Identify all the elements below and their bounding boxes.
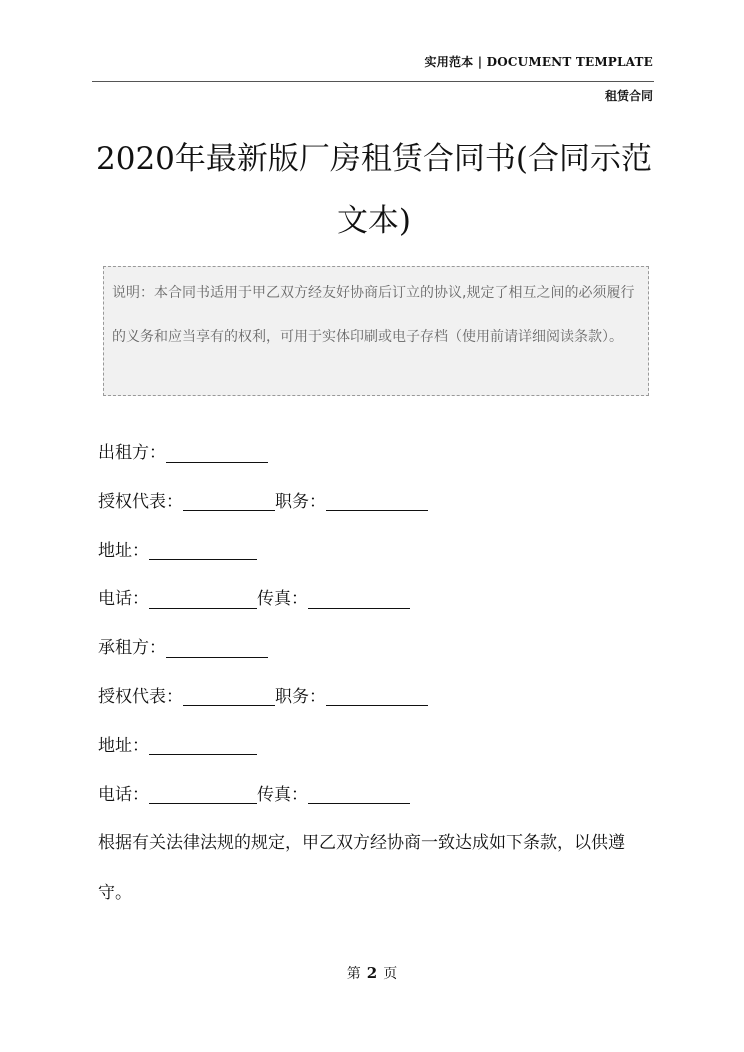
footer-prefix: 第 xyxy=(346,966,361,982)
lessor-field xyxy=(98,429,658,478)
document-title: 2020年最新版厂房租赁合同书(合同示范文本) xyxy=(96,141,652,239)
header-category: 租赁合同 xyxy=(604,89,653,103)
lessor-phone-label: 电话： xyxy=(98,589,149,610)
lessee-phone-blank[interactable] xyxy=(149,789,257,804)
page-footer xyxy=(0,963,744,983)
lessee-address-blank[interactable] xyxy=(149,740,257,755)
lessor-address-blank[interactable] xyxy=(149,545,257,560)
lessee-fax-blank[interactable] xyxy=(308,789,410,804)
lessee-rep-label: 授权代表： xyxy=(98,686,183,707)
lessee-fax-label: 传真： xyxy=(257,784,308,805)
lessee-field xyxy=(98,624,658,673)
lessor-fax-blank[interactable] xyxy=(308,594,410,609)
party-fields xyxy=(98,429,658,819)
lessor-rep-blank[interactable] xyxy=(183,496,275,511)
lessee-phone-label: 电话： xyxy=(98,784,149,805)
lessor-title-blank[interactable] xyxy=(326,496,428,511)
lessee-rep-field xyxy=(98,673,658,722)
lessor-rep-label: 授权代表： xyxy=(98,491,183,512)
lessee-address-label: 地址： xyxy=(98,735,149,756)
lessor-fax-label: 传真： xyxy=(257,589,308,610)
lessor-phone-blank[interactable] xyxy=(149,594,257,609)
lessee-title-blank[interactable] xyxy=(326,691,428,706)
lessor-blank[interactable] xyxy=(166,448,268,463)
footer-suffix: 页 xyxy=(383,966,398,982)
header-divider xyxy=(92,81,654,82)
lessee-label: 承租方： xyxy=(98,638,166,659)
lessor-rep-field xyxy=(98,478,658,527)
description-note: 说明：本合同书适用于甲乙双方经友好协商后订立的协议,规定了相互之间的必须履行的义务和应当享有的权利，可用于实体印刷或电子存档（使用前请详细阅读条款）。 xyxy=(103,266,649,396)
lessee-phone-field xyxy=(98,771,658,820)
lessee-title-label: 职务： xyxy=(275,686,326,707)
header-doc-label: 实用范本 | DOCUMENT TEMPLATE xyxy=(424,55,653,69)
lessor-address-label: 地址： xyxy=(98,540,149,561)
intro-paragraph: 根据有关法律法规的规定，甲乙双方经协商一致达成如下条款，以供遵守。 xyxy=(98,833,625,903)
lessor-title-label: 职务： xyxy=(275,491,326,512)
page-number: 2 xyxy=(366,964,378,982)
lessor-phone-field xyxy=(98,575,658,624)
lessor-address-field xyxy=(98,527,658,576)
lessee-address-field xyxy=(98,722,658,771)
lessor-label: 出租方： xyxy=(98,443,166,463)
lessee-blank[interactable] xyxy=(166,643,268,658)
lessee-rep-blank[interactable] xyxy=(183,691,275,706)
